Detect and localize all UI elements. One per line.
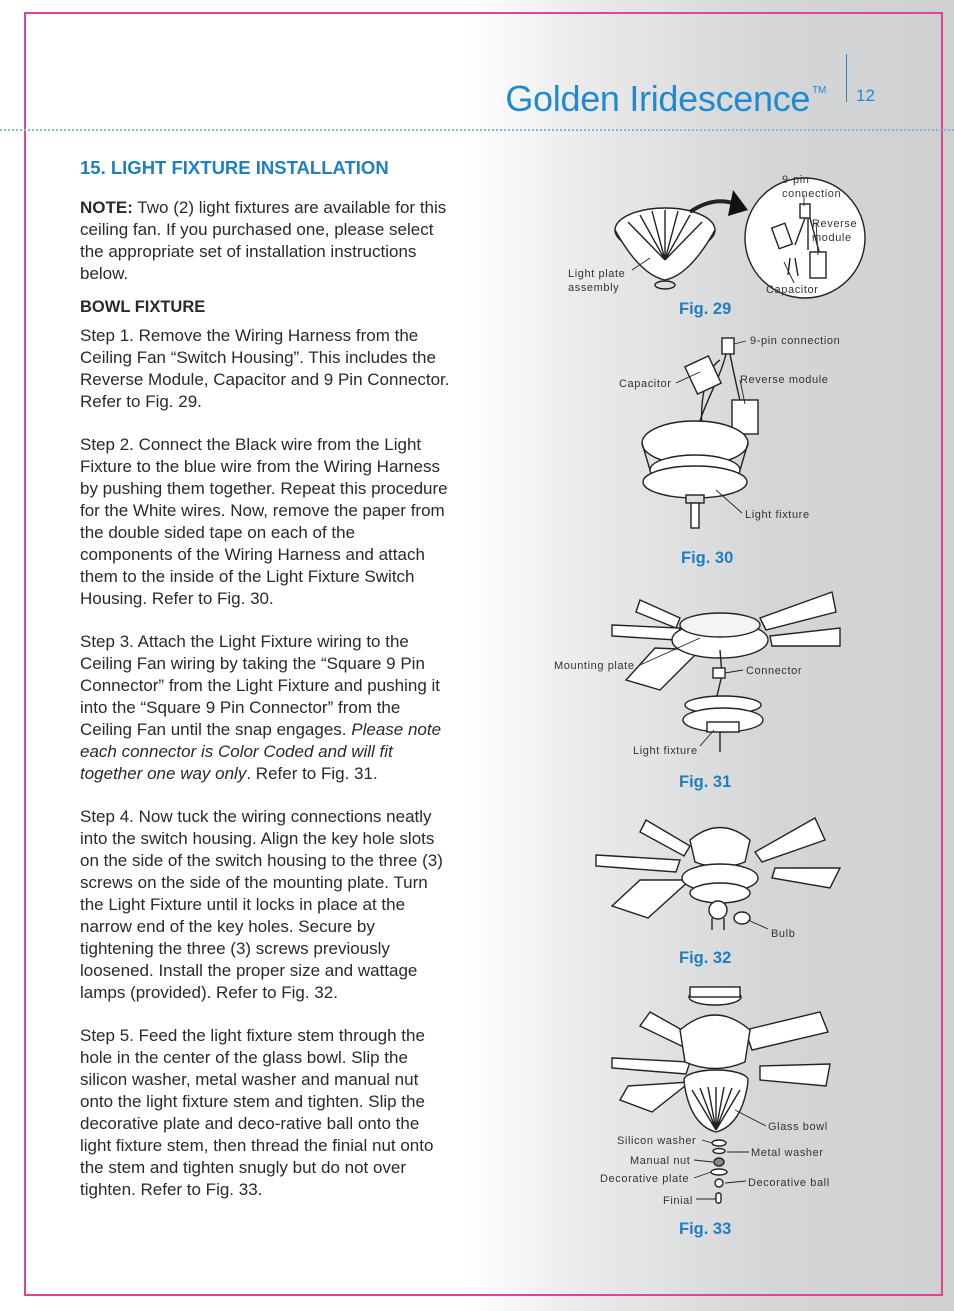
- fig31-mounting-plate: Mounting plate: [554, 660, 635, 672]
- fig29-light-plate-assembly-line1: Light plate assembly: [568, 268, 626, 294]
- bowl-fixture-subheading: BOWL FIXTURE: [80, 298, 206, 316]
- fig29-light-plate-assembly: [568, 267, 625, 295]
- fig29-capacitor: Capacitor: [766, 284, 819, 296]
- fig33-finial: Finial: [663, 1195, 693, 1207]
- fig33-metal-washer: Metal washer: [751, 1147, 824, 1159]
- fig29-nine-pin-text: 9-pin connection: [782, 174, 842, 200]
- step-3-italic: Please note each connector is Color Coded and will fit together one way only: [80, 720, 442, 783]
- fig30-reverse-module: Reverse module: [740, 374, 829, 386]
- fig33-silicon-washer: Silicon washer: [617, 1135, 697, 1147]
- step-2: Step 2. Connect the Black wire from the Light Fixture to the blue wire from the Wiring Harness by pushing them together. Repeat this procedure for the White wires. Now, remove the paper from the double sided tape on each of the components of the Wiring Harness and attach them to the inside of the Light Fixture Switch Housing. Refer to Fig. 30.: [80, 435, 448, 608]
- fig29-nine-pin: [782, 173, 841, 201]
- fig29-light-plate-illustration: [615, 208, 715, 289]
- fig31-illustration: [612, 592, 840, 752]
- fig30-nine-pin: 9-pin connection: [750, 335, 841, 347]
- fig33-manual-nut: Manual nut: [630, 1155, 691, 1167]
- fig29-reverse-module: [812, 217, 857, 245]
- fig33-decorative-plate: Decorative plate: [600, 1173, 690, 1185]
- fig30-capacitor: Capacitor: [619, 378, 672, 390]
- fig30-illustration: [642, 338, 758, 528]
- fig31-connector: Connector: [746, 665, 803, 677]
- step-3-main: Step 3. Attach the Light Fixture wiring to the Ceiling Fan wiring by taking the “Square 9 Pin Connector” from the Light Fixture and pushing it into the “Square 9 Pin Connector” from the Ceiling Fan until the snap engages.: [80, 632, 441, 739]
- brand-title-text: Golden Iridescence: [505, 78, 811, 119]
- fig31-label: Fig. 31: [679, 773, 732, 791]
- fig33-label: Fig. 33: [679, 1220, 732, 1238]
- fig32-label: Fig. 32: [679, 949, 732, 967]
- fig32-bulb: Bulb: [771, 928, 796, 940]
- fig29-arrowhead: [728, 190, 748, 216]
- step-4: Step 4. Now tuck the wiring connections neatly into the switch housing. Align the key hole slots on the side of the switch housing to the three (3) screws on the side of the mounting plate. Turn the Light Fixture until it locks in place at the narrow end of the key holes. Secure by tightening the three (3) screws previously loosened. Install the proper size and wattage lamps (provided). Refer to Fig. 32.: [80, 807, 443, 1002]
- note-label: NOTE:: [80, 198, 133, 217]
- fig33-glass-bowl: Glass bowl: [768, 1121, 828, 1133]
- fig31-light-fixture: Light fixture: [633, 745, 698, 757]
- step-3-tail: . Refer to Fig. 31.: [246, 764, 378, 783]
- step-1: Step 1. Remove the Wiring Harness from the Ceiling Fan “Switch Housing”. This includes the Reverse Module, Capacitor and 9 Pin Connector. Refer to Fig. 29.: [80, 326, 450, 411]
- section-heading: 15. LIGHT FIXTURE INSTALLATION: [80, 157, 389, 178]
- note-text: Two (2) light fixtures are available for this ceiling fan. If you purchased one, please select the appropriate set of installation instructions below.: [80, 198, 447, 283]
- trademark: TM: [812, 85, 826, 96]
- fig32-illustration: [596, 818, 840, 930]
- page-number: 12: [856, 86, 875, 105]
- fig30-label: Fig. 30: [681, 549, 734, 567]
- fig33-decorative-ball: Decorative ball: [748, 1177, 830, 1189]
- fig29-reverse-module-text: Reverse module: [812, 218, 858, 244]
- step-5: Step 5. Feed the light fixture stem through the hole in the center of the glass bowl. Slip the silicon washer, metal washer and manual nut onto the light fixture stem and tighten. Slip the decorative plate and deco-rative ball onto the light fixture stem, then thread the finial nut onto the stem and tighten snugly but do not over tighten. Refer to Fig. 33.: [80, 1026, 434, 1199]
- fig29-label: Fig. 29: [679, 300, 732, 318]
- fig33-illustration: [612, 987, 830, 1203]
- fig30-light-fixture: Light fixture: [745, 509, 810, 521]
